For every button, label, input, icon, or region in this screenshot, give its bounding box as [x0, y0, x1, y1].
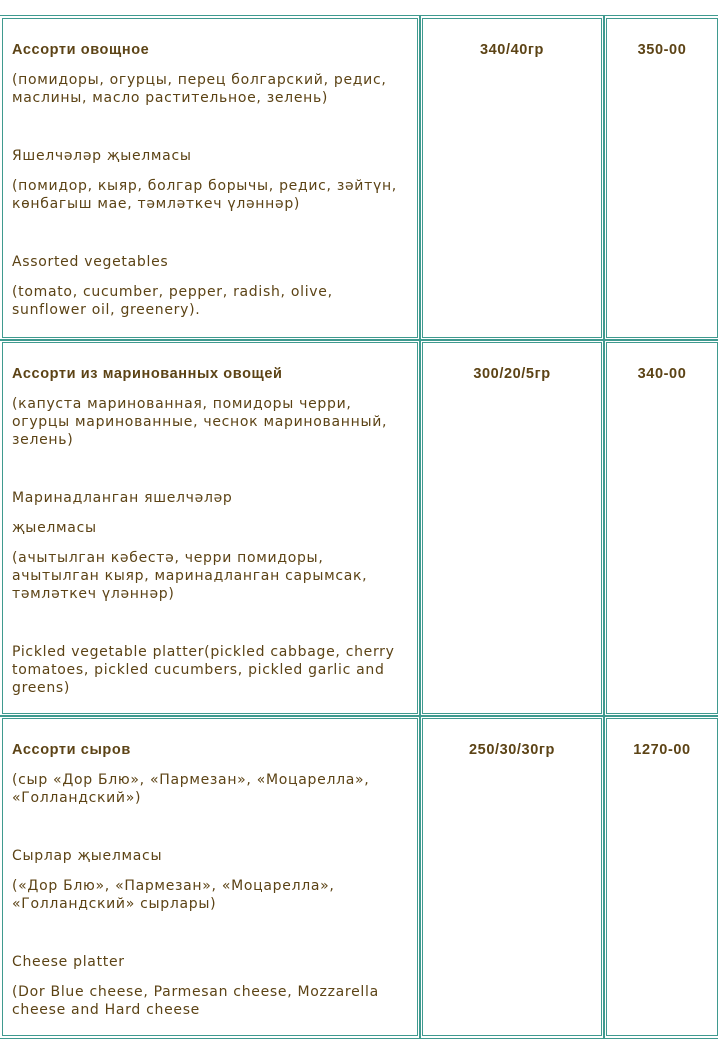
dish-weight: 300/20/5гр [473, 366, 551, 382]
dish-description-cell [2, 18, 418, 338]
dish-ingredients-ru: (сыр «Дор Блю», «Пармезан», «Моцарелла», «Голландский») [12, 772, 370, 806]
dish-title-tt: Сырлар җыелмасы [12, 848, 163, 864]
dish-ingredients-en: (tomato, cucumber, pepper, radish, olive, sunflower oil, greenery). [12, 284, 333, 318]
dish-weight-cell [422, 18, 602, 338]
dish-price-cell [606, 18, 718, 338]
dish-title-tt: Маринадланган яшелчәләр [12, 490, 233, 506]
dish-ingredients-ru: (капуста маринованная, помидоры черри, огурцы маринованные, чеснок маринованный, зелень) [12, 396, 388, 448]
dish-ingredients-tt: («Дор Блю», «Пармезан», «Моцарелла», «Голландский» сырлары) [12, 878, 335, 912]
dish-title-en: Cheese platter [12, 954, 125, 970]
dish-weight-cell [422, 718, 602, 1036]
dish-description-en: Pickled vegetable platter(pickled cabbage, cherry tomatoes, pickled cucumbers, pickled garlic and greens) [12, 644, 395, 696]
dish-title-ru: Ассорти овощное [12, 42, 150, 58]
dish-title-tt: Яшелчәләр җыелмасы [12, 148, 192, 164]
menu-table [2, 18, 718, 1040]
dish-title-ru: Ассорти из маринованных овощей [12, 366, 283, 382]
dish-title-tt-continued: җыелмасы [12, 520, 97, 536]
dish-weight: 250/30/30гр [468, 742, 555, 758]
dish-title-ru: Ассорти сыров [12, 742, 131, 758]
dish-weight-cell [422, 342, 602, 714]
dish-description-cell [2, 718, 418, 1036]
menu-row [2, 718, 718, 1040]
menu-row [2, 18, 718, 342]
dish-weight: 340/40гр [479, 42, 545, 58]
dish-ingredients-tt: (помидор, кыяр, болгар борычы, редис, зәйтүн, көнбагыш мае, тәмләткеч үләннәр) [12, 178, 397, 212]
dish-price-cell [606, 718, 718, 1036]
menu-row [2, 342, 718, 718]
dish-title-en: Assorted vegetables [12, 254, 169, 270]
dish-price: 1270-00 [633, 742, 691, 758]
dish-price-cell [606, 342, 718, 714]
dish-ingredients-tt: (ачытылган кәбестә, черри помидоры, ачытылган кыяр, маринадланган сарымсак, тәмләткеч үләннәр) [12, 550, 368, 602]
dish-description-cell [2, 342, 418, 714]
dish-ingredients-ru: (помидоры, огурцы, перец болгарский, редис, маслины, масло растительное, зелень) [12, 72, 387, 106]
dish-price: 340-00 [637, 366, 687, 382]
dish-ingredients-en: (Dor Blue cheese, Parmesan cheese, Mozzarella cheese and Hard cheese [12, 984, 379, 1018]
dish-price: 350-00 [637, 42, 687, 58]
